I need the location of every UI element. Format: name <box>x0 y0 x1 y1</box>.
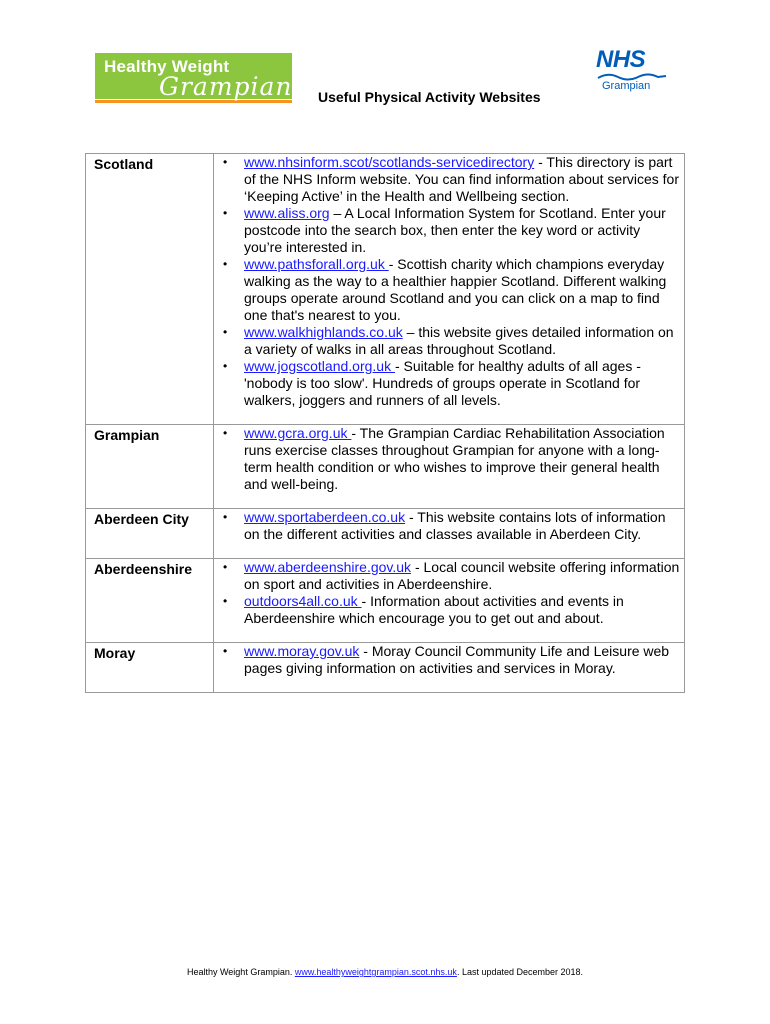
logo-line2: Grampian <box>159 72 293 101</box>
website-description: - Scottish charity which champions everyday walking as the way to a healthier happier Scotland. Different walking groups operate around Scotland and you can click on a map to find one that's nearest to you. <box>244 256 667 323</box>
website-link[interactable]: www.nhsinform.scot/scotlands-servicedirectory <box>244 154 535 170</box>
region-websites <box>214 154 685 425</box>
website-link[interactable]: www.pathsforall.org.uk <box>244 256 389 272</box>
website-link[interactable]: www.moray.gov.uk <box>244 643 360 659</box>
list-item <box>244 593 680 627</box>
table-row <box>86 643 685 693</box>
website-description: - This website contains lots of information on the different activities and classes available in Aberdeen City. <box>244 509 666 542</box>
website-list <box>214 559 684 627</box>
footer-prefix: Healthy Weight Grampian. <box>186 967 295 977</box>
website-description: - Information about activities and events in Aberdeenshire which encourage you to get out and about. <box>244 593 624 626</box>
website-list <box>214 509 684 543</box>
website-link[interactable]: www.aberdeenshire.gov.uk <box>244 559 412 575</box>
website-description: - The Grampian Cardiac Rehabilitation Association runs exercise classes throughout Grampian for anyone with a long-term health condition or who wishes to improve their general health and well-being. <box>244 425 665 492</box>
list-item <box>244 425 680 493</box>
region-label: Moray <box>86 643 214 693</box>
region-label: Scotland <box>86 154 214 425</box>
website-description: – this website gives detailed information on a variety of walks in all areas throughout Scotland. <box>244 324 674 357</box>
list-item <box>244 358 680 409</box>
website-link[interactable]: www.gcra.org.uk <box>244 425 352 441</box>
list-item <box>244 256 680 324</box>
nhs-mark: NHS <box>596 46 646 73</box>
region-label: Aberdeenshire <box>86 559 214 643</box>
websites-table <box>85 153 685 693</box>
region-label: Aberdeen City <box>86 509 214 559</box>
footer <box>0 967 770 977</box>
website-link[interactable]: www.walkhighlands.co.uk <box>244 324 403 340</box>
list-item <box>244 205 680 256</box>
table-row <box>86 559 685 643</box>
website-list <box>214 643 684 677</box>
footer-link[interactable]: www.healthyweightgrampian.scot.nhs.uk <box>294 967 457 977</box>
page-title: Useful Physical Activity Websites <box>318 89 541 105</box>
list-item <box>244 509 680 543</box>
region-label: Grampian <box>86 425 214 509</box>
region-websites <box>214 425 685 509</box>
website-description: - This directory is part of the NHS Inform website. You can find information about services for ‘Keeping Active’ in the Health and Wellbeing section. <box>244 154 680 204</box>
website-list <box>214 425 684 493</box>
footer-suffix: . Last updated December 2018. <box>456 967 584 977</box>
website-link[interactable]: www.aliss.org <box>244 205 330 221</box>
region-websites <box>214 643 685 693</box>
list-item <box>244 154 680 205</box>
website-description: - Moray Council Community Life and Leisure web pages giving information on activities and services in Moray. <box>244 643 670 676</box>
website-link[interactable]: outdoors4all.co.uk <box>244 593 362 609</box>
table-row <box>86 154 685 425</box>
logo-line1: Healthy Weight <box>104 57 230 76</box>
table-row <box>86 509 685 559</box>
healthy-weight-grampian-logo <box>95 53 292 103</box>
nhs-region: Grampian <box>602 80 651 92</box>
list-item <box>244 643 680 677</box>
region-websites <box>214 509 685 559</box>
website-list <box>214 154 684 409</box>
website-link[interactable]: www.jogscotland.org.uk <box>244 358 395 374</box>
list-item <box>244 324 680 358</box>
website-description: - Local council website offering information on sport and activities in Aberdeenshire. <box>244 559 680 592</box>
nhs-grampian-logo <box>596 46 668 96</box>
website-description: - Suitable for healthy adults of all ages - 'nobody is too slow'. Hundreds of groups operate in Scotland for walkers, joggers and runners of all levels. <box>244 358 641 408</box>
table-row <box>86 425 685 509</box>
list-item <box>244 559 680 593</box>
region-websites <box>214 559 685 643</box>
website-link[interactable]: www.sportaberdeen.co.uk <box>244 509 406 525</box>
website-description: – A Local Information System for Scotland. Enter your postcode into the search box, then enter the key word or activity you’re interested in. <box>244 205 666 255</box>
